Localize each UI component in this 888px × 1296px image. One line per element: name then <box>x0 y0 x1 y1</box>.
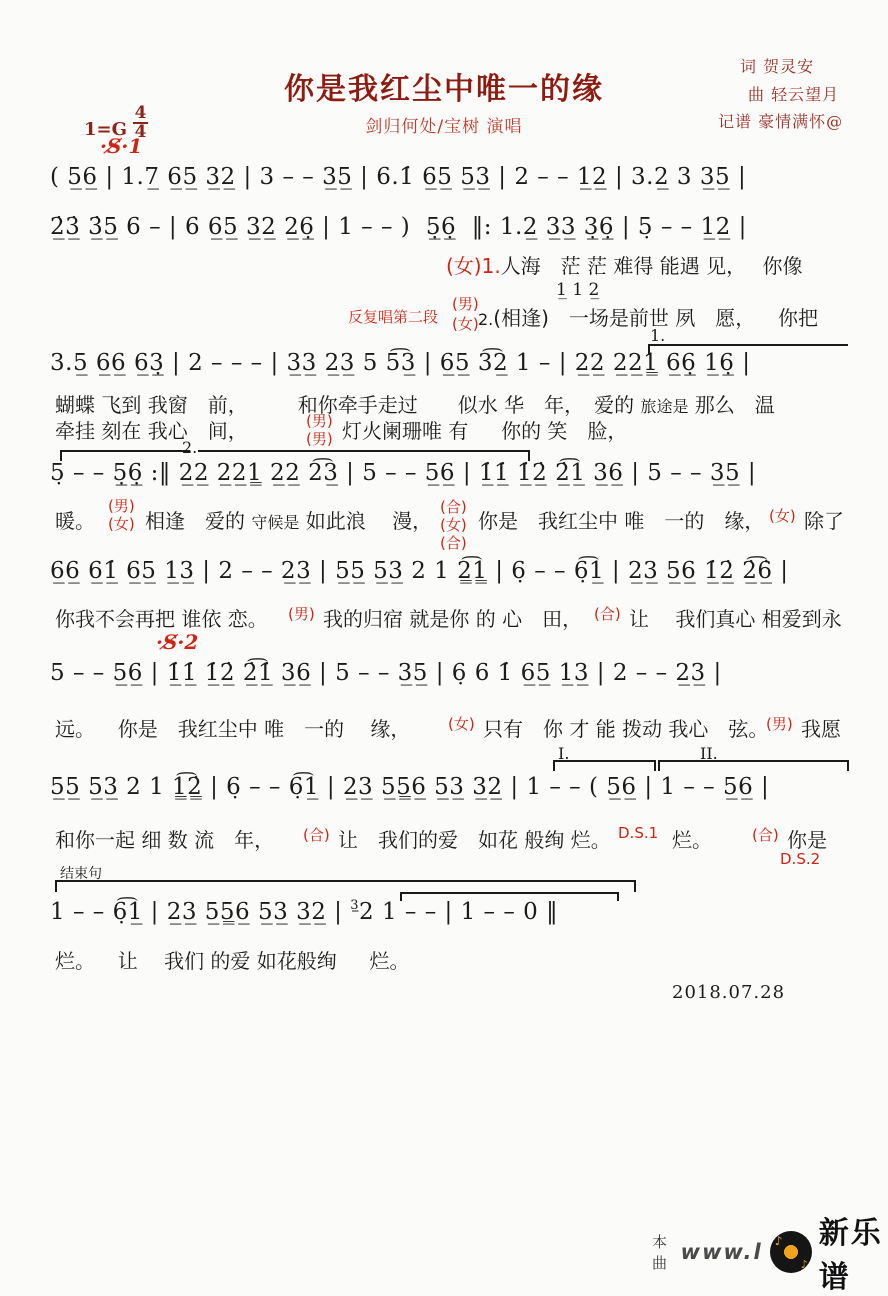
voice-marker: (女) <box>108 515 135 533</box>
lyric-line: 除了 <box>804 509 844 533</box>
voice-marker: (男) <box>306 412 333 430</box>
voice-marker: (男) <box>452 295 479 313</box>
volta-label-2: 2. <box>182 438 198 457</box>
ds-marker: D.S.1 <box>618 824 659 842</box>
voice-marker: (合) <box>440 498 467 516</box>
segno-2: ·S̸·2 <box>156 630 199 654</box>
voice-marker: (合) <box>752 826 779 844</box>
watermark-prefix: 本曲 <box>652 1233 668 1272</box>
voice-marker: (合) <box>440 534 467 552</box>
voice-marker: (男) <box>108 497 135 515</box>
lyric-line: 和你一起 细 数 流 年， <box>55 828 275 852</box>
lyric-line: 你是 我红尘中 唯 一的 缘， <box>478 509 765 533</box>
pickup-notes: 1̲ 1 2̲ <box>556 280 600 300</box>
key-label: 1=G <box>84 118 127 140</box>
composer-credit: 曲 轻云望月 <box>748 85 840 104</box>
lyric-line: 让 我们的爱 如花 般绚 烂。 <box>338 828 611 852</box>
ds-marker: D.S.2 <box>780 850 821 868</box>
lyric-line: 你我不会再把 谁依 恋。 <box>55 607 268 631</box>
lyric-line: 相逢 爱的 守候是 如此浪 漫， <box>145 509 433 533</box>
lyric-line: 烂。 让 我们 的爱 如花般绚 烂。 <box>55 949 410 973</box>
voice-marker: (女) <box>448 715 475 733</box>
time-signature: $\frac{4}{4}$ <box>134 103 147 142</box>
volta1-continuation-bracket <box>60 450 190 461</box>
notes-line-6: 5 – – 5̲6̲ | 1̲̇1̲̇ 1̲̇2̲̇ 2̲̇͡1̲̇ 3̲6̲ | 5 – – 3̲5̲ | 6̣ 6 1̇ 6̲5̲ 1̲3̲ | 2 – – 2̲3̲ | <box>50 660 722 686</box>
voice-marker: (女) <box>440 516 467 534</box>
voice-marker: (女) <box>769 507 796 525</box>
lyric-line: 蝴蝶 飞到 我窗 前， 和你牵手走过 似水 华 年， 爱的 旅途是 那么 温 <box>55 393 775 417</box>
lyricist-credit: 词 贺灵安 <box>740 57 815 76</box>
notes-line-3: 3.5̲ 6̲6̲ 6̲3̲̣ | 2 – – – | 3̲3̲ 2̲3̲ 5 5͡3̲ | 6̲5̲ 3͡2̲ 1 – | 2̲2̲ 2̲2̲1̳ 6̲6̲̣ 1̲6̲̣ | <box>50 350 751 376</box>
watermark-brand: 新乐谱 <box>818 1216 883 1295</box>
voice-marker: (男) <box>288 605 315 623</box>
notes-line-8: 1 – – 6̣͡1̲ | 2̲3̲ 5̲5̳6̲ 5̲3̲ 3̲2̲ | $^{3̳}$2 1 – – | 1 – – 0 ‖ <box>50 898 559 925</box>
hold-bracket <box>400 892 619 901</box>
lyric-line: 你是 <box>787 828 827 852</box>
notes-line-7: 5̲5̲ 5̲3̲ 2 1 1̳͡2̳̇ | 6̣ – – 6̣͡1̲ | 2̲3̲ 5̲5̳6̲ 5̲3̲ 3̲2̲ | 1 – – ( 5̲6̲ | 1 – – 5̲6̲ | <box>50 774 770 800</box>
voice-marker: (男) <box>306 430 333 448</box>
lyric-line: 暖。 <box>55 509 95 533</box>
lyric-line: 烂。 <box>672 828 712 852</box>
lyric-line: 只有 你 才 能 拨动 我心 弦。 <box>483 717 769 741</box>
volta-I-bracket <box>553 760 656 771</box>
lyric-line: 灯火阑珊唯 有 你的 笑 脸， <box>342 419 628 443</box>
repeat-instruction: 反复唱第二段 <box>348 308 439 326</box>
volta-II-bracket <box>658 760 849 771</box>
vinyl-record-icon: ♪ ♪ <box>770 1231 812 1273</box>
lyric-line: 让 我们真心 相爱到永 <box>629 607 842 631</box>
voice-marker: (男) <box>766 715 793 733</box>
lyric-verse1: (女)1.人海 茫 茫 难得 能遇 见， 你像 <box>446 254 803 278</box>
voice-marker: (合) <box>303 826 330 844</box>
notes-line-4: 5̣ – – 5̲̣6̲̣ :‖ 2̲2̲ 2̲2̲1̳ 2̲2̲ 2͡3̲ | 5 – – 5̲6̲ | 1̲̇1̲̇ 1̲̇2̲̇ 2̲̇͡1̲ 3̲6̲ | 5 – – 3̲5̲ | <box>50 460 757 486</box>
volta1-bracket <box>648 344 848 355</box>
volta-label-1: 1. <box>650 326 666 345</box>
date: 2018.07.28 <box>672 982 786 1003</box>
coda-label: 结束句 <box>60 866 102 882</box>
voice-marker: (合) <box>594 605 621 623</box>
lyric-line: 我愿 <box>801 717 841 741</box>
lyric-line: 远。 你是 我红尘中 唯 一的 缘， <box>55 717 411 741</box>
segno-1-icon: ·S̸·1 <box>100 134 143 158</box>
voice-marker: (女) <box>452 315 479 333</box>
volta2-bracket <box>198 450 530 461</box>
lyric-line: 牵挂 刻在 我心 间， <box>55 419 248 443</box>
ending-phrase-bracket <box>55 880 636 892</box>
watermark-url: www.l <box>680 1240 763 1264</box>
notes-line-5: 6̲6̲ 6̲1̲̇ 6̲5̲ 1̲3̲ | 2 – – 2̲3̲ | 5̲5̲ 5̲3̲ 2 1 2̳͡1̳ | 6̣ – – 6̣͡1̲ | 2̲3̲ 5̲6̲ 1̲̇2̲̇ 2̲̇͡6̲̇ | <box>50 558 789 584</box>
volta-label-I: I. <box>558 744 570 763</box>
notes-line-1: ( 5̲6̲ | 1.7̲ 6̲5̲ 3̲2̲ | 3 – – 3̲5̲ | 6.1̇ 6̲5̲ 5̲3̲ | 2 – – 1̲2̲ | 3.2̲ 3 3̲5̲ | <box>50 164 747 190</box>
performers: 剑归何处/宝树 演唱 <box>365 117 523 137</box>
song-title: 你是我红尘中唯一的缘 <box>284 72 604 107</box>
notes-line-2: 2̲̇3̲̇ 3̲̇5̲ 6 – | 6 6̲5̲ 3̲2̲ 2̲6̲̣ | 1 – – ) 5̲̣6̲̣ ‖: 1.2̲ 3̲3̲ 3̲̣6̲̣ | 5̣ – – 1̲2̲ | <box>50 214 747 240</box>
lyric-line: 我的归宿 就是你 的 心 田， <box>323 607 583 631</box>
volta-label-II: II. <box>700 744 718 763</box>
watermark <box>652 1208 888 1296</box>
lyric-verse2: 2.(相逢) 一场是前世 夙 愿， 你把 <box>478 306 818 330</box>
transcriber-credit: 记谱 豪情满怀@ <box>718 112 844 131</box>
